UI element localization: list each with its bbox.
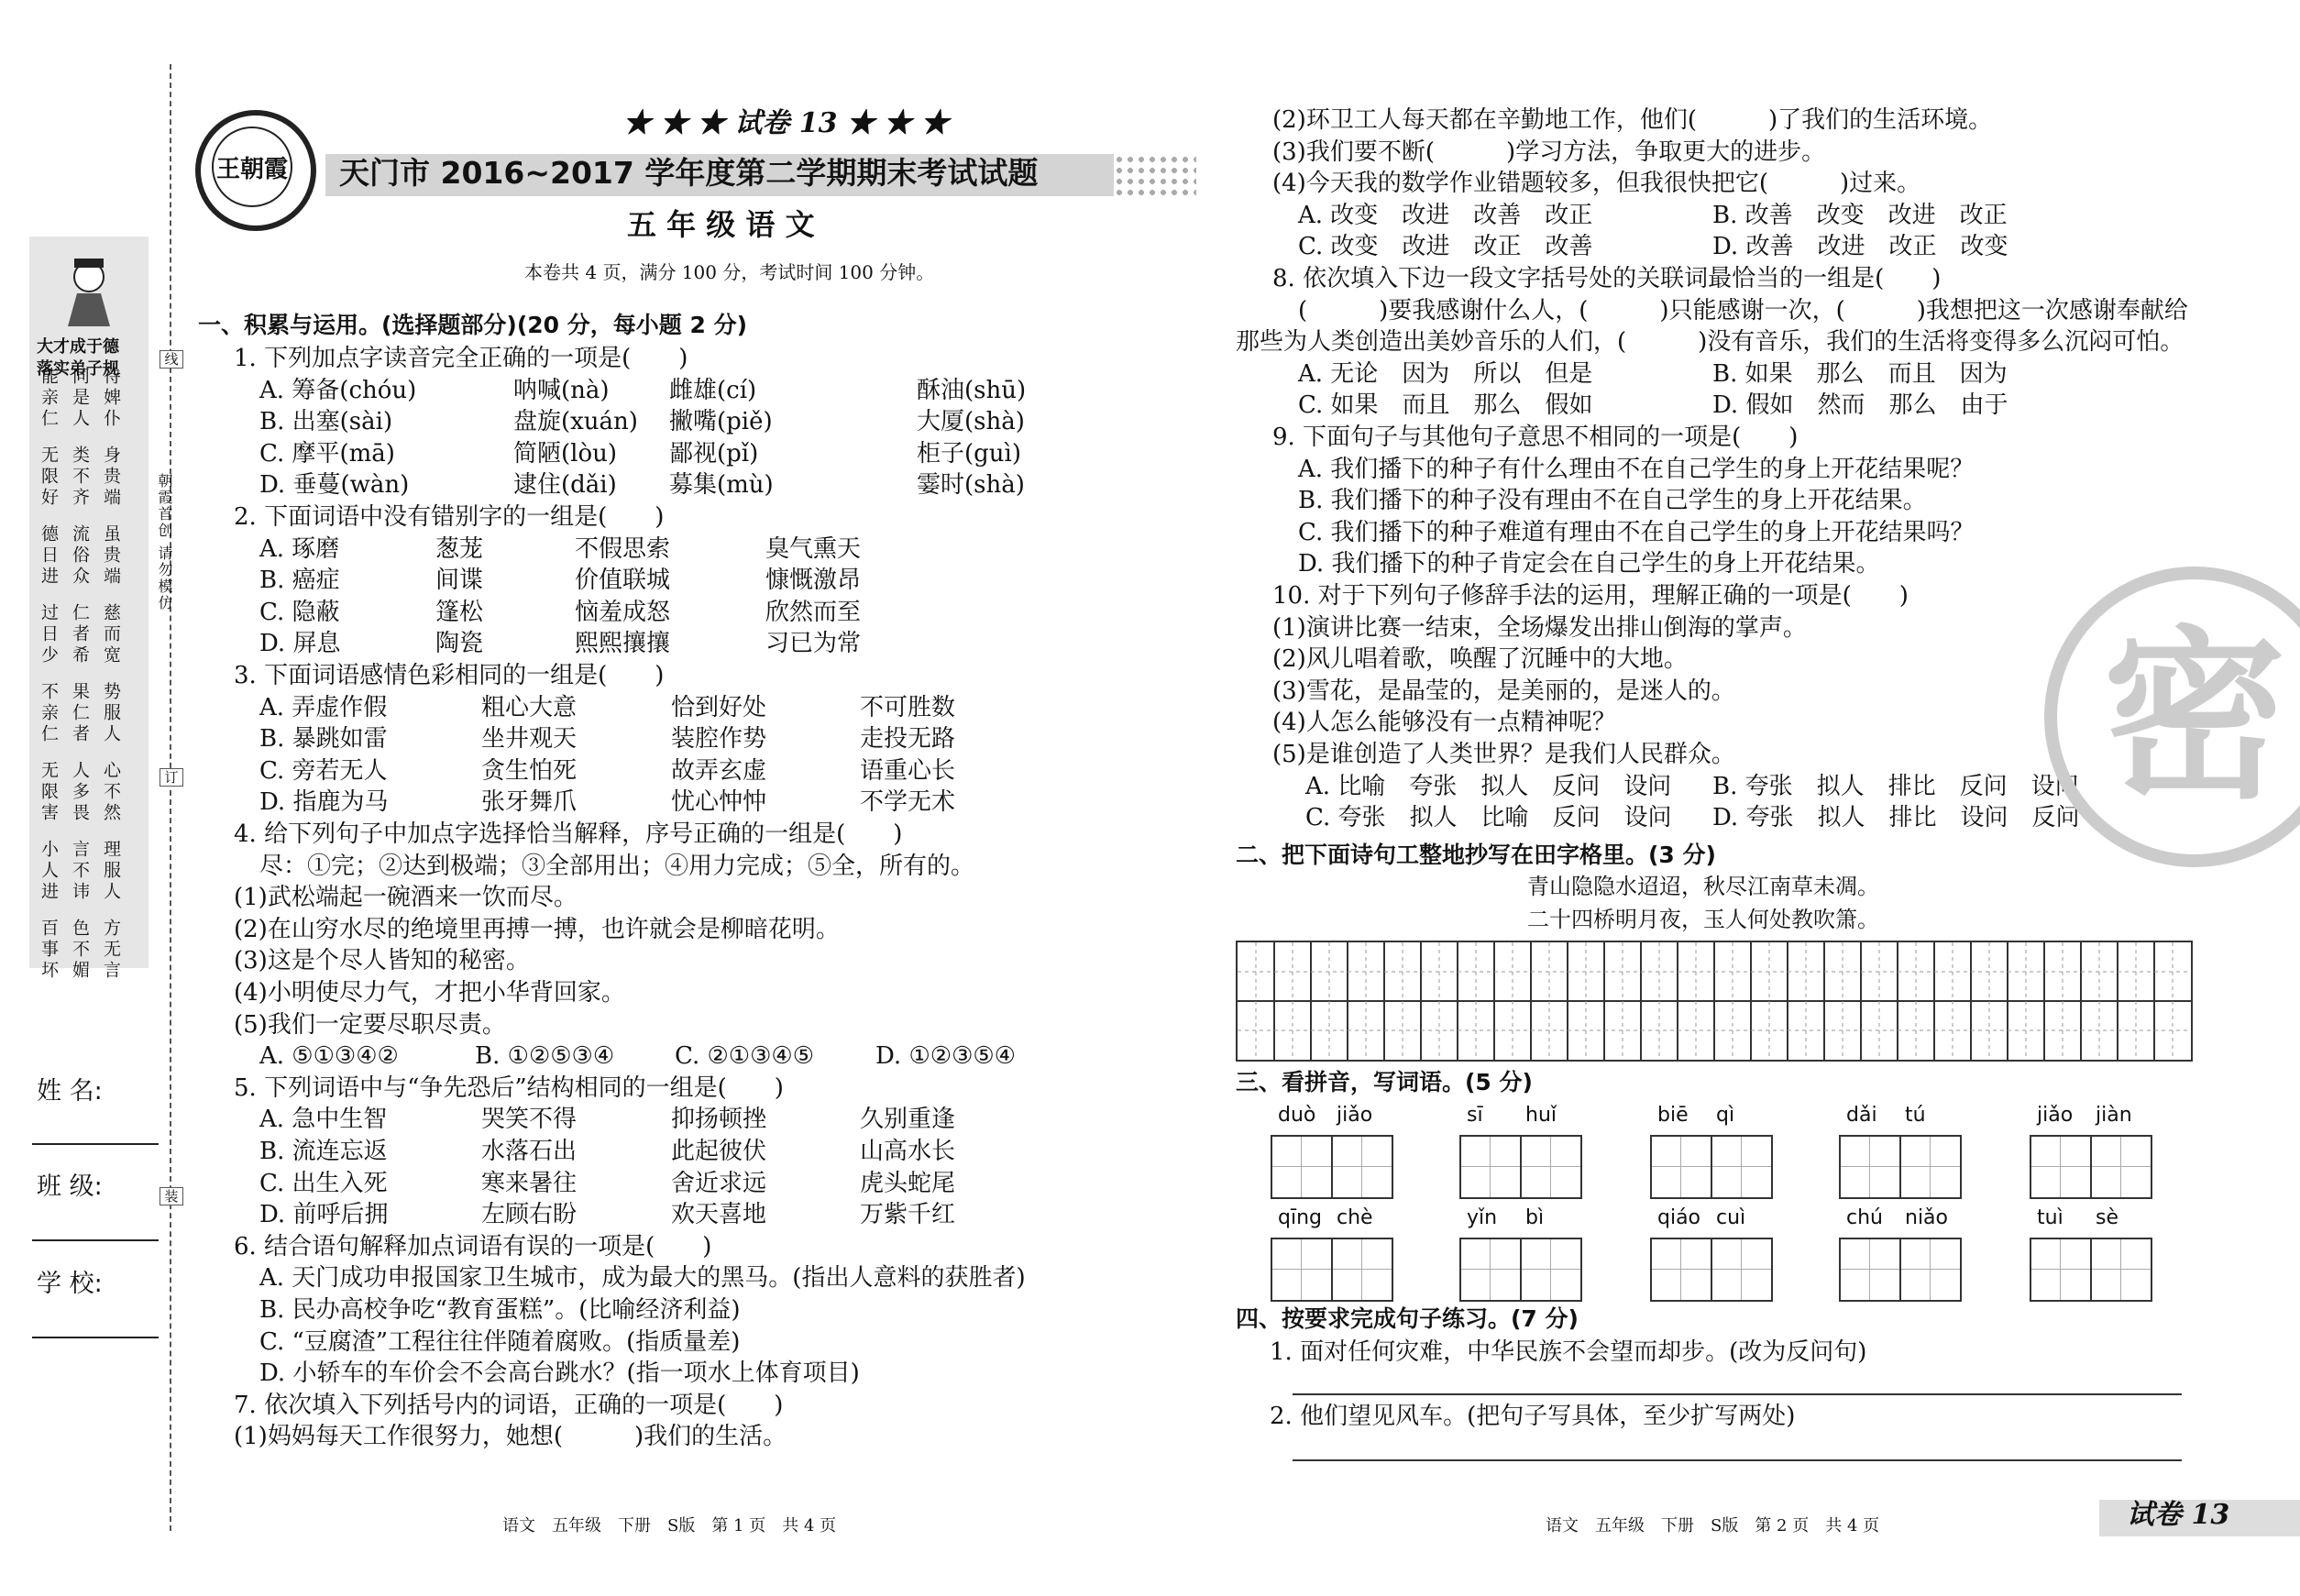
answer-cell[interactable] <box>1841 1239 1901 1300</box>
option-line: B. 改善 改变 改进 改正 <box>1712 201 2008 229</box>
pinyin-syllable: bì <box>1525 1206 1545 1229</box>
q4-option: C. ②①③④⑤ <box>675 1042 815 1071</box>
answer-cell[interactable] <box>1712 1239 1771 1300</box>
poem-line-2: 二十四桥明月夜，玉人何处教吹箫。 <box>1527 907 1879 932</box>
pinyin-syllable: cuì <box>1716 1206 1746 1229</box>
section2-heading: 二、把下面诗句工整地抄写在田字格里。(3 分) <box>1236 842 1716 868</box>
option-cell: 久别重逢 <box>860 1106 956 1134</box>
option-cell: 撇嘴(piě) <box>669 408 773 436</box>
q10-sentence: (1)演讲比赛一结束，全场爆发出排山倒海的掌声。 <box>1272 613 1807 642</box>
pinyin-syllable: qì <box>1716 1104 1735 1127</box>
question-stem: 10. 对于下列句子修辞手法的运用，理解正确的一项是( ) <box>1272 582 1909 610</box>
answer-cell[interactable] <box>1652 1137 1712 1197</box>
q10-sentence: (4)人怎么能够没有一点精神呢？ <box>1272 709 1616 737</box>
answer-cell[interactable] <box>1712 1137 1771 1197</box>
option-cell: 篷松 <box>435 598 484 626</box>
q10-sentence: (3)雪花，是晶莹的，是美丽的，是迷人的。 <box>1272 677 1735 705</box>
option-cell: A. 急中生智 <box>259 1106 388 1134</box>
option-cell: 哭笑不得 <box>481 1106 578 1134</box>
motto-column: 流俗众 <box>70 524 90 588</box>
answer-cell[interactable] <box>1272 1137 1333 1197</box>
answer-cell[interactable] <box>1461 1137 1522 1197</box>
option-cell: 不学无术 <box>860 788 956 817</box>
motto-column: 类不齐 <box>70 446 90 509</box>
option-cell: A. 琢磨 <box>259 534 340 563</box>
pinyin-answer-box[interactable] <box>1459 1238 1582 1302</box>
pinyin-answer-box[interactable] <box>1650 1238 1773 1302</box>
q4-option: A. ⑤①③④② <box>259 1042 399 1071</box>
question-stem: 2. 下面词语中没有错别字的一组是( ) <box>234 503 665 531</box>
answer-cell[interactable] <box>1522 1137 1580 1197</box>
option-line: C. 改变 改进 改正 改善 <box>1298 233 1593 261</box>
pinyin-syllable: tú <box>1905 1104 1926 1127</box>
q10-sentence: (2)风儿唱着歌，唤醒了沉睡中的大地。 <box>1272 645 1688 674</box>
motto-column: 仁者希 <box>70 603 90 666</box>
q4-sentence: (2)在山穷水尽的绝境里再搏一搏，也许就会是柳暗花明。 <box>234 915 840 943</box>
question-stem: 4. 给下列句子中加点字选择恰当解释，序号正确的一组是( ) <box>234 820 903 848</box>
pinyin-answer-box[interactable] <box>1839 1135 1962 1199</box>
option-cell: 粗心大意 <box>481 693 578 721</box>
motto-column: 势服人 <box>101 682 121 745</box>
option-cell: 酥油(shū) <box>917 376 1027 404</box>
option-cell: 山高水长 <box>860 1138 956 1165</box>
q9-option: A. 我们播下的种子有什么理由不在自己学生的身上开花结果呢？ <box>1298 455 1975 483</box>
option-line: A. 无论 因为 所以 但是 <box>1298 359 1593 388</box>
answer-cell[interactable] <box>1333 1137 1392 1197</box>
option-cell: 贪生怕死 <box>481 756 578 785</box>
motto-column: 方无言 <box>101 919 121 982</box>
option-cell: 装腔作势 <box>671 725 767 754</box>
option-cell: 抑扬顿挫 <box>671 1106 767 1134</box>
option-cell: 寒来暑往 <box>481 1169 578 1197</box>
option-cell: B. 癌症 <box>259 567 340 595</box>
option-cell: 舍近求远 <box>671 1169 767 1197</box>
pinyin-answer-box[interactable] <box>1650 1135 1773 1199</box>
answer-cell[interactable] <box>1272 1239 1333 1300</box>
option-line: D. 夸张 拟人 排比 设问 反问 <box>1712 804 2080 832</box>
question-stem: 9. 下面句子与其他句子意思不相同的一项是( ) <box>1272 424 1799 451</box>
option-cell: A. 筹备(chóu) <box>259 376 417 404</box>
section1-heading: 一、积累与运用。(选择题部分)(20 分，每小题 2 分) <box>198 312 748 338</box>
option-cell: 霎时(shà) <box>917 471 1025 500</box>
pinyin-syllable: sè <box>2096 1206 2118 1229</box>
motto-column: 无限害 <box>39 761 59 824</box>
pinyin-syllable: tuì <box>2037 1206 2063 1229</box>
answer-cell[interactable] <box>2031 1137 2092 1197</box>
option-cell: 臭气熏天 <box>765 534 862 563</box>
question-stem: 3. 下面词语感情色彩相同的一组是( ) <box>234 662 665 689</box>
answer-cell[interactable] <box>2031 1239 2092 1300</box>
q4-option: D. ①②③⑤④ <box>875 1042 1016 1071</box>
option-line: D. 改善 改进 改正 改变 <box>1712 233 2008 261</box>
pinyin-syllable: chè <box>1337 1206 1373 1229</box>
name-field[interactable] <box>32 1143 159 1145</box>
q6-option: D. 小轿车的车价会不会高台跳水？(指一项水上体育项目) <box>259 1359 860 1388</box>
poem-line-1: 青山隐隐水迢迢，秋尽江南草未凋。 <box>1527 874 1879 899</box>
option-cell: D. 屏息 <box>259 630 341 658</box>
option-cell: B. 暴跳如雷 <box>259 725 388 754</box>
option-cell: A. 弄虚作假 <box>259 693 388 721</box>
fold-label-xian: 线 <box>160 350 183 369</box>
option-cell: 熙熙攘攘 <box>575 630 671 658</box>
section4-heading: 四、按要求完成句子练习。(7 分) <box>1236 1305 1579 1332</box>
motto-line-1: 大才成于德 <box>37 337 119 357</box>
footer-right: 语文 五年级 下册 S版 第 2 页 共 4 页 <box>1546 1516 1880 1535</box>
motto-column: 言不讳 <box>70 840 90 903</box>
motto-column: 过日少 <box>39 603 59 666</box>
answer-cell[interactable] <box>1901 1239 1960 1300</box>
option-cell: 水落石出 <box>481 1138 578 1165</box>
motto-column: 身贵端 <box>101 446 121 509</box>
pinyin-answer-box[interactable] <box>1271 1238 1393 1302</box>
motto-column: 待婢仆 <box>101 367 121 430</box>
q7-sentence: (4)今天我的数学作业错题较多，但我很快把它( )过来。 <box>1272 170 1921 198</box>
q10-sentence: (5)是谁创造了人类世界？是我们人民群众。 <box>1272 741 1735 768</box>
option-cell: 恰到好处 <box>671 693 767 721</box>
pinyin-syllable: niǎo <box>1905 1206 1948 1229</box>
paper-number: 试卷 13 <box>734 107 838 139</box>
q4-sentence: (3)这是个尽人皆知的秘密。 <box>234 947 530 975</box>
pinyin-syllable: jiǎo <box>1337 1104 1373 1127</box>
option-cell: 呐喊(nà) <box>513 376 610 404</box>
question-stem: 8. 依次填入下边一段文字括号处的关联词最恰当的一组是( ) <box>1272 265 1942 292</box>
answer-cell[interactable] <box>1841 1137 1901 1197</box>
pinyin-syllable: biē <box>1657 1104 1689 1127</box>
brand-logo <box>195 110 316 231</box>
option-line: D. 假如 然而 那么 由于 <box>1712 391 2008 420</box>
pinyin-syllable: jiàn <box>2096 1104 2132 1127</box>
class-field[interactable] <box>32 1239 159 1241</box>
option-cell: 不可胜数 <box>860 693 956 721</box>
logo-text: 王朝霞 <box>212 127 292 207</box>
option-cell: 慷慨激昂 <box>765 567 862 595</box>
option-cell: 习已为常 <box>765 630 862 658</box>
option-line: A. 改变 改进 改善 改正 <box>1298 201 1593 229</box>
option-cell: 价值联城 <box>575 567 671 595</box>
option-line: B. 如果 那么 而且 因为 <box>1712 359 2008 388</box>
option-cell: C. 旁若无人 <box>259 756 388 785</box>
footer-left: 语文 五年级 下册 S版 第 1 页 共 4 页 <box>502 1516 837 1535</box>
pinyin-syllable: qiáo <box>1657 1206 1701 1229</box>
option-cell: 鄙视(pǐ) <box>669 439 759 468</box>
option-cell: 欢天喜地 <box>671 1201 767 1229</box>
motto-column: 心不然 <box>101 761 121 824</box>
question-stem: 5. 下列词语中与“争先恐后”结构相同的一组是( ) <box>234 1073 784 1102</box>
exam-note: 本卷共 4 页，满分 100 分，考试时间 100 分钟。 <box>524 261 935 283</box>
q6-option: B. 民办高校争吃“教育蛋糕”。(比喻经济利益) <box>259 1296 741 1324</box>
motto-column: 理服人 <box>101 840 121 903</box>
option-cell: C. 隐蔽 <box>259 598 340 626</box>
motto-column: 百事坏 <box>39 919 59 982</box>
q9-option: B. 我们播下的种子没有理由不在自己学生的身上开花结果。 <box>1298 487 1927 515</box>
option-cell: D. 垂蔓(wàn) <box>259 471 410 500</box>
motto-column: 人多畏 <box>70 761 90 824</box>
class-label: 班 级: <box>37 1172 103 1201</box>
question-stem: 1. 下列加点字读音完全正确的一项是( ) <box>234 345 688 372</box>
answer-cell[interactable] <box>1333 1239 1392 1300</box>
option-cell: B. 流连忘返 <box>259 1138 388 1165</box>
pinyin-answer-box[interactable] <box>1271 1135 1393 1199</box>
option-cell: 张牙舞爪 <box>481 788 578 817</box>
pinyin-syllable: sī <box>1467 1104 1483 1127</box>
option-cell: 不假思索 <box>575 534 671 563</box>
option-cell: 葱茏 <box>435 534 484 563</box>
motto-column: 小人进 <box>39 840 59 903</box>
footer-tag: 试卷 13 <box>2127 1499 2230 1531</box>
option-cell: 逮住(dǎi) <box>513 471 617 500</box>
answer-line-2[interactable] <box>1293 1459 2182 1461</box>
answer-cell[interactable] <box>1522 1239 1580 1300</box>
motto-column: 德日进 <box>39 524 59 588</box>
option-cell: B. 出塞(sài) <box>259 408 393 436</box>
q4-sentence: (1)武松端起一碗酒来一饮而尽。 <box>234 884 578 912</box>
option-cell: D. 指鹿为马 <box>259 788 389 817</box>
motto-column: 不亲仁 <box>39 682 59 745</box>
option-cell: 大厦(shà) <box>917 408 1025 436</box>
motto-column: 果仁者 <box>70 682 90 745</box>
option-cell: 此起彼伏 <box>671 1138 767 1165</box>
option-line: B. 夸张 拟人 排比 反问 设问 <box>1712 772 2079 800</box>
option-cell: 万紫千红 <box>860 1201 956 1229</box>
tianzige-writing-grid[interactable] <box>1236 941 2193 1062</box>
paper-number-stars: ★ ★ ★ 试卷 13 ★ ★ ★ <box>623 107 949 139</box>
pinyin-syllable: duò <box>1278 1104 1316 1127</box>
option-cell: 坐井观天 <box>481 725 578 754</box>
option-cell: 陶瓷 <box>435 630 484 658</box>
motto-column: 能亲仁 <box>39 367 59 430</box>
dotted-ornament <box>1114 154 1196 196</box>
pinyin-syllable: yǐn <box>1467 1206 1498 1229</box>
school-field[interactable] <box>32 1337 159 1338</box>
q4-sentence: (4)小明使尽力气，才把小华背回家。 <box>234 979 625 1007</box>
option-line: C. 夸张 拟人 比喻 反问 设问 <box>1305 804 1672 832</box>
pinyin-syllable: chú <box>1846 1206 1883 1229</box>
q4-option: B. ①②⑤③④ <box>475 1042 615 1071</box>
confidential-stamp: 密 <box>2044 567 2300 867</box>
question-stem: 7. 依次填入下列括号内的词语，正确的一项是( ) <box>234 1391 784 1419</box>
q6-option: A. 天门成功申报国家卫生城市，成为最大的黑马。(指出人意料的获胜者) <box>259 1264 1026 1293</box>
motto-column: 虽贵端 <box>101 524 121 588</box>
option-cell: 间谍 <box>435 567 484 595</box>
option-cell: 募集(mù) <box>669 471 774 500</box>
option-cell: 欣然而至 <box>765 598 862 626</box>
option-cell: 故弄玄虚 <box>671 756 767 785</box>
fold-label-ding: 订 <box>160 768 183 787</box>
section3-heading: 三、看拼音，写词语。(5 分) <box>1236 1069 1533 1095</box>
exam-title: 天门市 2016~2017 学年度第二学期期末考试试题 <box>339 155 1039 191</box>
answer-line-1[interactable] <box>1293 1393 2182 1395</box>
q7-sentence: (3)我们要不断( )学习方法，争取更大的进步。 <box>1272 138 1826 166</box>
q4-definitions: 尽：①完；②达到极端；③全部用出；④用力完成；⑤全，所有的。 <box>259 852 975 880</box>
name-label: 姓 名: <box>37 1077 103 1106</box>
option-cell: 忧心忡忡 <box>671 788 767 817</box>
answer-cell[interactable] <box>1901 1137 1960 1197</box>
motto-column: 同是人 <box>70 367 90 430</box>
pinyin-answer-box[interactable] <box>1459 1135 1582 1199</box>
q7-sentence: (1)妈妈每天工作很努力，她想( )我们的生活。 <box>234 1423 787 1451</box>
motto-line-2: 落实弟子规 <box>37 359 119 379</box>
option-cell: 柜子(guì) <box>917 439 1021 468</box>
option-cell: 恼羞成怒 <box>575 598 671 626</box>
fold-label-zhuang: 装 <box>160 1187 183 1205</box>
motto-column: 无限好 <box>39 446 59 509</box>
q6-option: C. “豆腐渣”工程往往伴随着腐败。(指质量差) <box>259 1327 741 1356</box>
option-cell: D. 前呼后拥 <box>259 1201 389 1229</box>
q7-sentence: (2)环卫工人每天都在辛勤地工作，他们( )了我们的生活环境。 <box>1272 106 1993 134</box>
pinyin-syllable: jiǎo <box>2037 1104 2074 1127</box>
option-cell: 虎头蛇尾 <box>860 1169 956 1197</box>
q8-passage: ( )要我感谢什么人，( )只能感谢一次，( )我想把这一次感谢奉献给 <box>1298 296 2188 325</box>
pinyin-syllable: huǐ <box>1525 1104 1557 1127</box>
pinyin-answer-box[interactable] <box>1839 1238 1962 1302</box>
section4-item-1: 1. 面对任何灾难，中华民族不会望而却步。(改为反问句) <box>1270 1338 1867 1366</box>
q8-passage: 那些为人类创造出美妙音乐的人们，( )没有音乐，我们的生活将变得多么沉闷可怕。 <box>1236 328 2184 357</box>
option-cell: 盘旋(xuán) <box>513 408 638 436</box>
option-line: A. 比喻 夸张 拟人 反问 设问 <box>1305 772 1672 800</box>
option-cell: 语重心长 <box>860 756 956 785</box>
option-line: C. 如果 而且 那么 假如 <box>1298 391 1593 420</box>
motto-column: 慈而宽 <box>101 603 121 666</box>
motto-column: 色不媚 <box>70 919 90 982</box>
option-cell: 走投无路 <box>860 725 956 754</box>
question-stem: 6. 结合语句解释加点词语有误的一项是( ) <box>234 1232 712 1260</box>
school-label: 学 校: <box>37 1270 103 1298</box>
q9-option: C. 我们播下的种子难道有理由不在自己学生的身上开花结果吗？ <box>1298 518 1975 546</box>
option-cell: C. 出生入死 <box>259 1169 388 1197</box>
pinyin-syllable: dǎi <box>1846 1104 1877 1127</box>
q9-option: D. 我们播下的种子肯定会在自己学生的身上开花结果。 <box>1298 550 1880 578</box>
pinyin-answer-box[interactable] <box>2030 1135 2152 1199</box>
answer-cell[interactable] <box>1652 1239 1712 1300</box>
pinyin-answer-box[interactable] <box>2030 1238 2152 1302</box>
answer-cell[interactable] <box>1461 1239 1522 1300</box>
answer-cell[interactable] <box>2092 1137 2151 1197</box>
binding-fold-line <box>170 64 171 1531</box>
option-cell: C. 摩平(mā) <box>259 439 395 468</box>
option-cell: 雌雄(cí) <box>669 376 757 404</box>
section4-item-2: 2. 他们望见风车。(把句子写具体，至少扩写两处) <box>1270 1403 1796 1430</box>
side-brand-text: 朝霞首创 请勿模仿 <box>156 473 173 612</box>
exam-subject: 五 年 级 语 文 <box>627 207 815 242</box>
cartoon-figure-icon <box>55 255 123 328</box>
option-cell: 左顾右盼 <box>481 1201 578 1229</box>
q4-sentence: (5)我们一定要尽职尽责。 <box>234 1010 506 1039</box>
pinyin-syllable: qīng <box>1278 1206 1322 1229</box>
answer-cell[interactable] <box>2092 1239 2151 1300</box>
option-cell: 简陋(lòu) <box>513 439 618 468</box>
